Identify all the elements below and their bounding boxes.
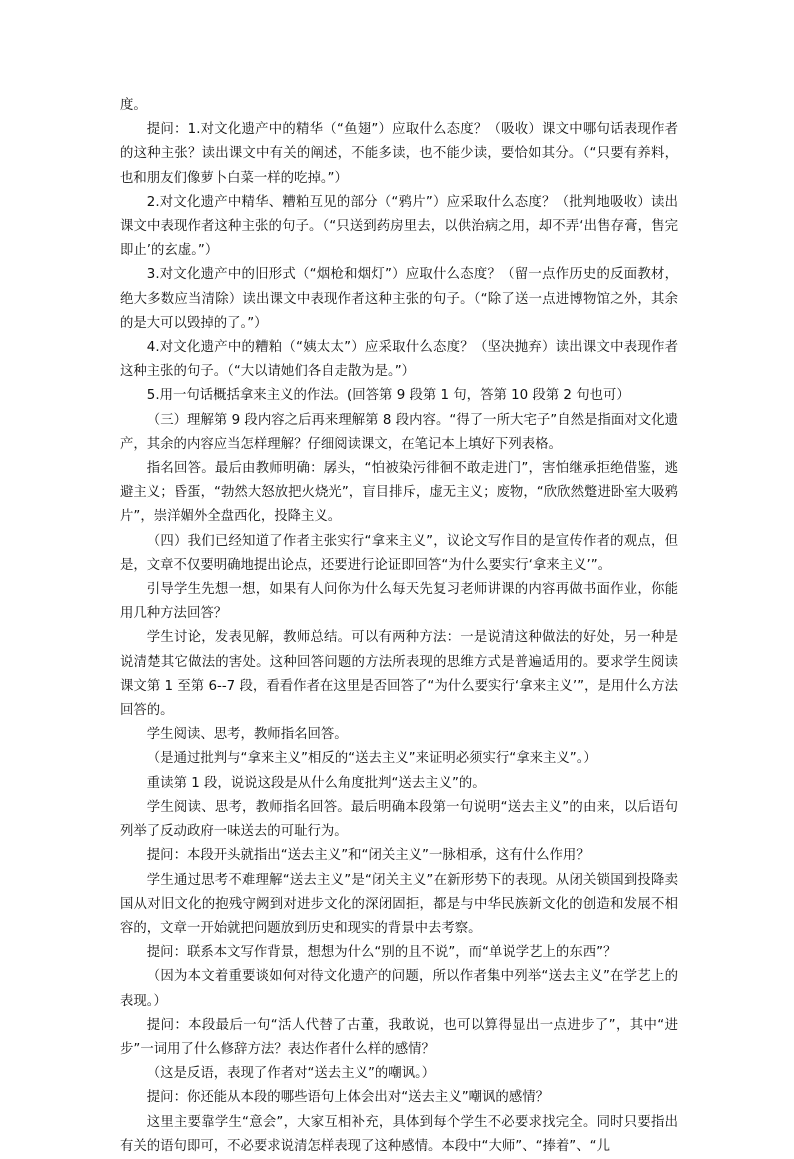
paragraph: 2.对文化遗产中精华、糟粕互见的部分（“鸦片”）应采取什么态度？（批判地吸收）读出课文中表现作者这种主张的句子。（“只送到药房里去，以供治病之用，却不弄‘出售存膏，售完即止’的玄虚。”） <box>120 194 678 259</box>
paragraph: 学生通过思考不难理解“送去主义”是“闭关主义”在新形势下的表现。从闭关锁国到投降卖国从对旧文化的抱残守阙到对进步文化的深闭固拒，都是与中华民族新文化的创造和发展不相容的，文章一开始就把问题放到历史和现实的背景中去考察。 <box>120 872 678 936</box>
paragraph: 学生阅读、思考，教师指名回答。 <box>146 727 348 743</box>
paragraph: 提问：1.对文化遗产中的精华（“鱼翅”）应取什么态度？（吸收）课文中哪句话表现作者的这种主张？读出课文中有关的阐述，不能多读，也不能少读，要恰如其分。（“只要有养料，也和朋友们像萝卜白菜一样的吃掉。”） <box>120 122 678 186</box>
paragraph: （这是反语，表现了作者对“送去主义”的嘲讽。） <box>146 1066 436 1082</box>
paragraph: 度。 <box>120 98 147 113</box>
document-body <box>120 94 678 1159</box>
paragraph: 指名回答。最后由教师明确：孱头，“怕被染污徘徊不敢走进门”，害怕继承拒绝借鉴，逃避主义；昏蛋，“勃然大怒放把火烧光”，盲目排斥，虚无主义；废物，“欣欣然蹩进卧室大吸鸦片”，崇洋媚外全盘西化，投降主义。 <box>120 461 678 525</box>
paragraph: （是通过批判与“拿来主义”相反的“送去主义”来证明必须实行“拿来主义”。） <box>146 751 597 767</box>
paragraph: 提问：你还能从本段的哪些语句上体会出对“送去主义”嘲讽的感情？ <box>146 1090 549 1106</box>
paragraph: 学生阅读、思考，教师指名回答。最后明确本段第一句说明“送去主义”的由来，以后语句列举了反动政府一味送去的可耻行为。 <box>120 799 678 840</box>
paragraph: （因为本文着重要谈如何对待文化遗产的问题，所以作者集中列举“送去主义”在学艺上的表现。） <box>120 969 678 1009</box>
paragraph: 学生讨论，发表见解，教师总结。可以有两种方法：一是说清这种做法的好处，另一种是说清楚其它做法的害处。这种回答问题的方法所表现的思维方式是普遍适用的。要求学生阅读课文第 1 至第 6--7 段，看看作者在这里是否回答了“为什么要实行‘拿来主义’”，是用什么方法回答的。 <box>120 630 678 719</box>
paragraph: 3.对文化遗产中的旧形式（“烟枪和烟灯”）应取什么态度？（留一点作历史的反面教材，绝大多数应当清除）读出课文中表现作者这种主张的句子。（“除了送一点进博物馆之外，其余的是大可以毁掉的了。”） <box>120 267 678 331</box>
paragraph: （三）理解第 9 段内容之后再来理解第 8 段内容。“得了一所大宅子”自然是指面对文化遗产，其余的内容应当怎样理解？仔细阅读课文，在笔记本上填好下列表格。 <box>120 412 678 452</box>
paragraph: 提问：本段最后一句“活人代替了古董，我敢说，也可以算得显出一点进步了”，其中“进步”一词用了什么修辞方法？表达作者什么样的感情？ <box>120 1017 678 1057</box>
paragraph: 重读第 1 段，说说这段是从什么角度批判“送去主义”的。 <box>146 775 486 791</box>
paragraph: 5.用一句话概括拿来主义的作法。(回答第 9 段第 1 句，答第 10 段第 2 句也可） <box>146 388 630 404</box>
paragraph: 这里主要靠学生“意会”，大家互相补充，具体到每个学生不必要求找完全。同时只要指出有关的语句即可，不必要求说清怎样表现了这种感情。本段中“大师”、“捧着”、“儿 <box>120 1114 678 1154</box>
paragraph: 提问：本段开头就指出“送去主义”和“闭关主义”一脉相承，这有什么作用？ <box>146 848 590 864</box>
paragraph: 引导学生先想一想，如果有人问你为什么每天先复习老师讲课的内容再做书面作业，你能用几种方法回答？ <box>120 582 678 622</box>
paragraph: （四）我们已经知道了作者主张实行“拿来主义”，议论文写作目的是宣传作者的观点，但是，文章不仅要明确地提出论点，还要进行论证即回答“为什么要实行‘拿来主义’”。 <box>120 533 678 573</box>
paragraph: 4.对文化遗产中的糟粕（“姨太太”）应采取什么态度？（坚决抛弃）读出课文中表现作者这种主张的句子。（“大以请她们各自走散为是。”） <box>120 340 678 380</box>
paragraph: 提问：联系本文写作背景，想想为什么“别的且不说”，而“单说学艺上的东西”？ <box>146 945 617 961</box>
